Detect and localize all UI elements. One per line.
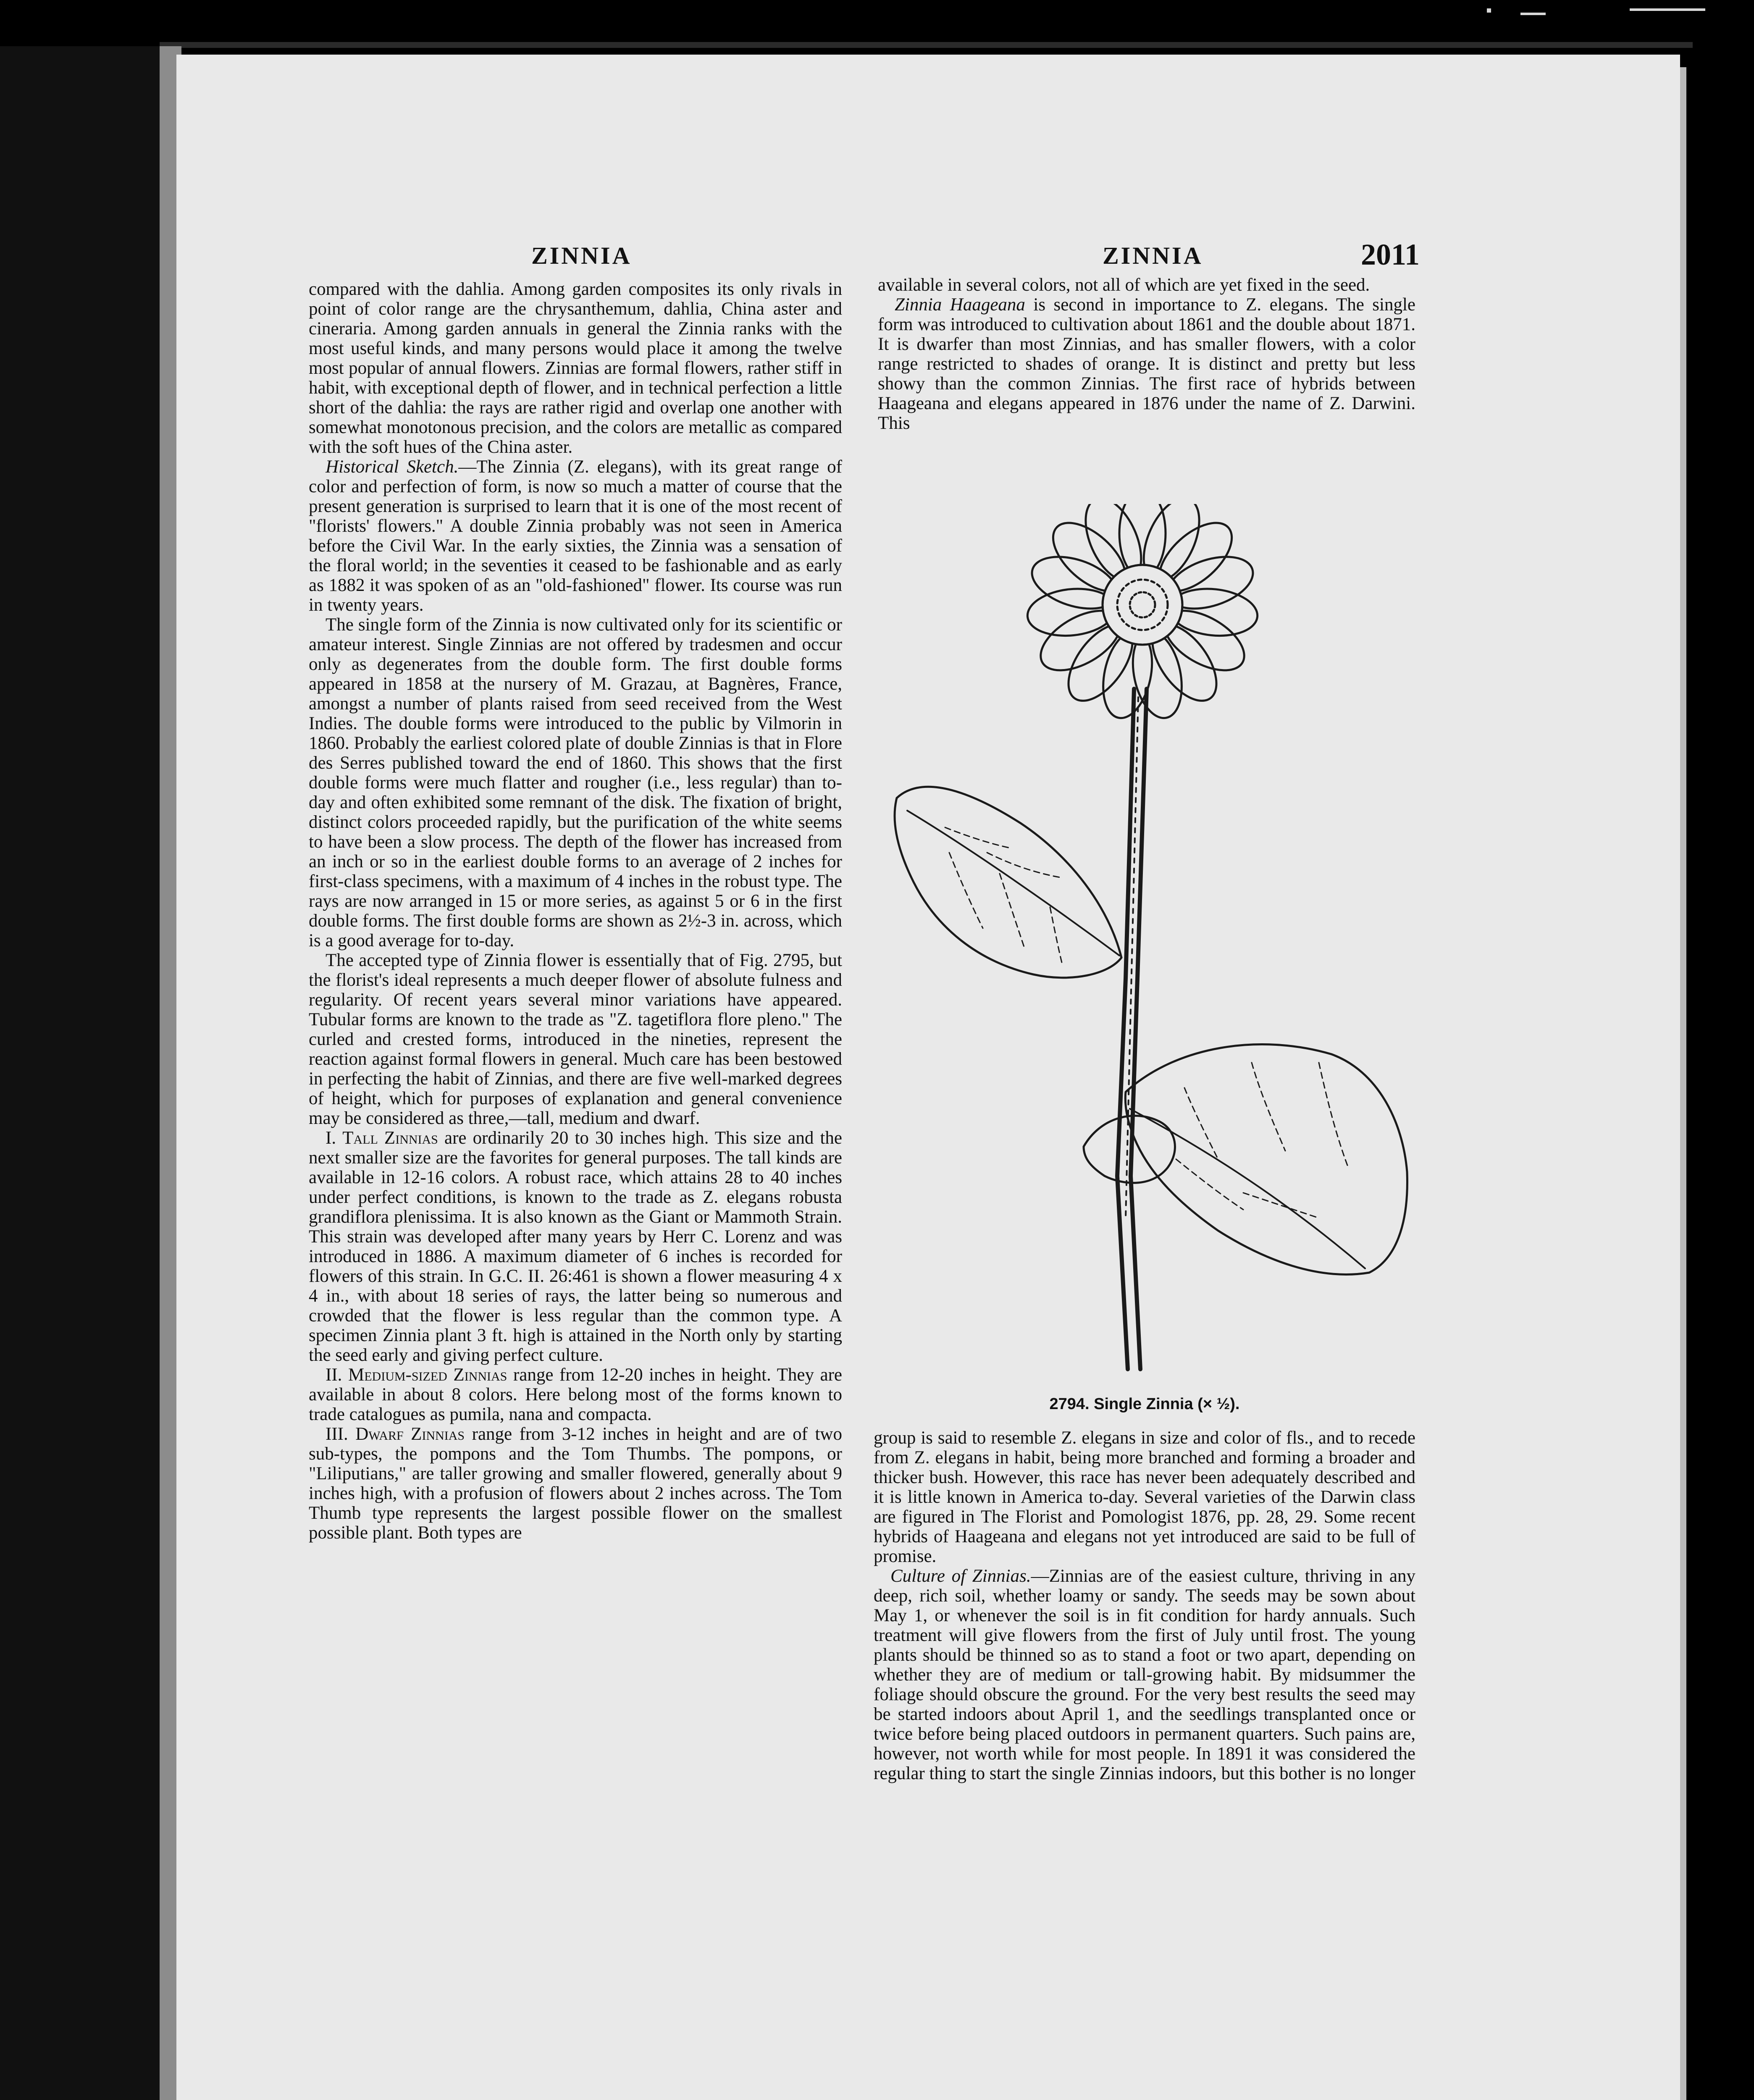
- figure-caption: 2794. Single Zinnia (× ½).: [1049, 1395, 1240, 1413]
- scan-speck: [1487, 8, 1491, 13]
- paragraph: [309, 1128, 842, 1365]
- paragraph: [309, 950, 842, 1128]
- right-column-bottom: [874, 1428, 1415, 1783]
- paragraph: [309, 1424, 842, 1543]
- section-heading: Medium-sized Zinnias: [348, 1365, 507, 1385]
- paragraph: [874, 1428, 1415, 1566]
- scan-speck: [1520, 13, 1546, 15]
- paragraph-text: range from 12-20 inches in height. They are available in about 8 colors. Here belong most of the forms known to trade catalogues as pumila, nana and compacta.: [309, 1365, 843, 1424]
- section-number: III.: [326, 1424, 348, 1444]
- running-head-right: ZINNIA: [1103, 242, 1203, 269]
- section-number: I.: [326, 1128, 336, 1148]
- paragraph: [309, 615, 842, 950]
- paragraph-text: The single form of the Zinnia is now cultivated only for its scientific or amateur interest. Single Zinnias are not offered by tradesmen and occur only as degenerates from the double form. The first double forms appeared in 1858 at the nursery of M. Grazau, at Bagnères, France, amongst a number of plants raised from seed received from the West Indies. The double forms were introduced to the public by Vilmorin in 1860. Probably the earliest colored plate of double Zinnias is that in Flore des Serres published toward the end of 1860. This shows that the first double forms were much flatter and rougher (i.e., less regular) than to-day and often exhibited some remnant of the disk. The fixation of bright, distinct colors proceeded rapidly, but the purification of the white seems to have been a slow process. The depth of the flower has increased from an inch or so in the earliest double forms to an average of 2 inches for first-class specimens, with a maximum of 4 inches in the robust type. The rays are now arranged in 15 or more series, as against 5 or 6 in the first double forms. The first double forms are shown as 2½-3 in. across, which is a good average for to-day.: [309, 615, 842, 950]
- left-column: [309, 279, 842, 1543]
- page-number: 2011: [1361, 238, 1420, 271]
- paragraph: [309, 279, 842, 457]
- paragraph-text: group is said to resemble Z. elegans in size and color of fls., and to recede from Z. elegans in habit, being more branched and forming a broader and thicker bush. However, this race has never been adequately described and it is little known in America to-day. Several varieties of the Darwin class are figured in The Florist and Pomologist 1876, pp. 28, 29. Some recent hybrids of Haageana and elegans not yet introduced are said to be full of promise.: [874, 1428, 1415, 1566]
- paragraph-text: is second in importance to Z. elegans. The single form was introduced to cultivation about 1861 and the double about 1871. It is dwarfer than most Zinnias, and has smaller flowers, with a color range restricted to shades of orange. It is distinct and pretty but less showy than the common Zinnias. The first race of hybrids between Haageana and elegans appeared in 1876 under the name of Z. Darwini. This: [878, 295, 1415, 433]
- scan-binding-shadow: [0, 46, 160, 2100]
- zinnia-flower-illustration: [874, 504, 1415, 1394]
- paragraph: [309, 457, 842, 615]
- section-heading: Dwarf Zinnias: [355, 1424, 465, 1444]
- paragraph: [878, 275, 1415, 295]
- right-column-top: [878, 275, 1415, 433]
- paragraph-text: range from 3-12 inches in height and are of two sub-types, the pompons and the Tom Thumbs. The pompons, or "Liliputians," are taller growing and smaller flowered, generally about 9 inches high, with a profusion of flowers about 2 inches across. The Tom Thumb type represents the largest possible flower on the smallest possible plant. Both types are: [309, 1424, 842, 1543]
- paragraph-lead: Historical Sketch.: [326, 457, 459, 477]
- paragraph-lead: Zinnia Haageana: [895, 295, 1025, 315]
- paragraph: [878, 295, 1415, 433]
- section-heading: Tall Zinnias: [342, 1128, 438, 1148]
- paragraph-lead: Culture of Zinnias.: [890, 1566, 1031, 1586]
- paragraph: [874, 1566, 1415, 1783]
- scan-speck: [1630, 8, 1705, 11]
- paragraph-text: —Zinnias are of the easiest culture, thriving in any deep, rich soil, whether loamy or sandy. The seeds may be sown about May 1, or whenever the soil is in fit condition for hardy annuals. Such treatment will give flowers from the first of July until frost. The young plants should be thinned so as to stand a foot or two apart, depending on whether they are of medium or tall-growing habit. By midsummer the foliage should obscure the ground. For the very best results the seed may be started indoors about April 1, and the seedlings transplanted once or twice before being placed outdoors in permanent quarters. Such pains are, however, not worth while for most people. In 1891 it was considered the regular thing to start the single Zinnias indoors, but this bother is no longer: [874, 1566, 1415, 1783]
- paragraph-text: The accepted type of Zinnia flower is essentially that of Fig. 2795, but the florist's ideal represents a much deeper flower of absolute fulness and regularity. Of recent years several minor variations have appeared. Tubular forms are known to the trade as "Z. tagetiflora flore pleno." The curled and crested forms, introduced in the nineties, represent the reaction against formal flowers in general. Much care has been bestowed in perfecting the habit of Zinnias, and there are five well-marked degrees of height, which for purposes of explanation and general convenience may be considered as three,—tall, medium and dwarf.: [309, 950, 842, 1128]
- zinnia-flower-icon: [874, 504, 1415, 1394]
- section-number: II.: [326, 1365, 342, 1385]
- scan-top-edge: [160, 42, 1693, 48]
- running-head-left: ZINNIA: [531, 242, 632, 269]
- paragraph: [309, 1365, 842, 1424]
- paragraph-text: compared with the dahlia. Among garden composites its only rivals in point of color range are the chrysanthemum, dahlia, China aster and cineraria. Among garden annuals in general the Zinnia ranks with the most useful kinds, and many persons would place it among the twelve most popular of annual flowers. Zinnias are formal flowers, rather stiff in habit, with exceptional depth of flower, and in technical perfection a little short of the dahlia: the rays are rather rigid and overlap one another with somewhat monotonous precision, and the colors are metallic as compared with the soft hues of the China aster.: [309, 279, 842, 457]
- paragraph-text: —The Zinnia (Z. elegans), with its great range of color and perfection of form, is now so much a matter of course that the present generation is surprised to learn that it is one of the most recent of "florists' flowers." A double Zinnia probably was not seen in America before the Civil War. In the early sixties, the Zinnia was a sensation of the floral world; in the seventies it ceased to be fashionable and as early as 1882 it was spoken of as an "old-fashioned" flower. Its course was run in twenty years.: [309, 457, 842, 615]
- paragraph-text: available in several colors, not all of which are yet fixed in the seed.: [878, 275, 1370, 295]
- paragraph-text: are ordinarily 20 to 30 inches high. This size and the next smaller size are the favorites for general purposes. The tall kinds are available in 12-16 colors. A robust race, which attains 28 to 40 inches under perfect conditions, is known to the trade as Z. elegans robusta grandiflora plenissima. It is also known as the Giant or Mammoth Strain. This strain was developed after many years by Herr C. Lorenz and was introduced in 1886. A maximum diameter of 6 inches is recorded for flowers of this strain. In G.C. II. 26:461 is shown a flower measuring 4 x 4 in., with about 18 series of rays, the latter being so numerous and crowded that the flower is less regular than the common type. A specimen Zinnia plant 3 ft. high is attained in the North only by starting the seed early and giving perfect culture.: [309, 1128, 842, 1365]
